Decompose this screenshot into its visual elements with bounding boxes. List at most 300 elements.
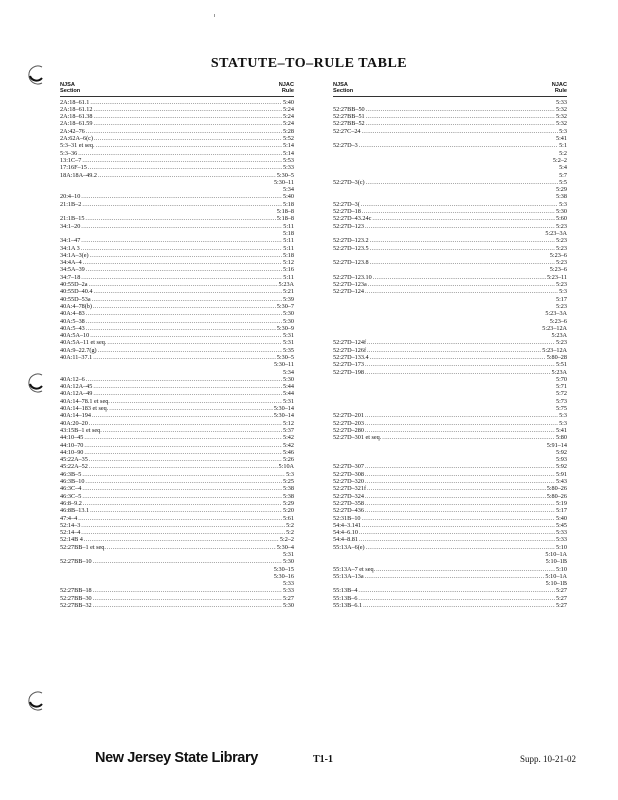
- statute-section: 52:27D–123.5: [333, 244, 369, 252]
- statute-section: 40A:12–6: [60, 375, 85, 383]
- right-column-header: [333, 82, 567, 97]
- table-row: [333, 223, 567, 230]
- rule-reference: 5:24: [282, 120, 294, 128]
- rule-reference: 5:80–26: [546, 485, 567, 493]
- leader-dots: [365, 361, 555, 368]
- table-row: [60, 515, 294, 522]
- rule-reference: 5:3: [286, 470, 294, 478]
- table-row: [333, 493, 567, 500]
- rule-reference: 5:35: [282, 346, 294, 354]
- statute-section: 40A:5A–10: [60, 332, 90, 340]
- rule-reference: 5:30: [282, 317, 294, 325]
- statute-section: 2A:42–76: [60, 127, 85, 135]
- rule-reference: 5:32: [555, 113, 567, 121]
- table-row: [333, 398, 567, 405]
- leader-dots: [372, 215, 555, 222]
- rule-reference: 5:33: [282, 587, 294, 595]
- table-row: [60, 442, 294, 449]
- rule-reference: 5:33: [282, 164, 294, 172]
- statute-section: 44:10–45: [60, 434, 84, 442]
- table-row: [60, 602, 294, 609]
- leader-dots: [98, 172, 276, 179]
- statute-section: 54:4–8.81: [333, 536, 358, 544]
- leader-dots: [82, 485, 282, 492]
- statute-section: 52:27D–198: [333, 368, 364, 376]
- leader-dots: [82, 157, 282, 164]
- statute-section: 2A:18–61.59: [60, 120, 93, 128]
- table-row: [333, 354, 567, 361]
- leader-dots: [92, 412, 273, 419]
- rule-reference: 5:23: [555, 281, 567, 289]
- statute-section: 55:13A–13a: [333, 572, 364, 580]
- rule-reference: 5:2–2: [552, 156, 567, 164]
- rule-reference: 5:23: [555, 339, 567, 347]
- table-row: [60, 420, 294, 427]
- table-row: [333, 186, 567, 193]
- table-row: [60, 186, 294, 193]
- table-row: [333, 507, 567, 514]
- leader-dots: [365, 288, 558, 295]
- leader-dots: [81, 193, 282, 200]
- table-row: [333, 442, 567, 449]
- rule-reference: 5:18: [282, 251, 294, 259]
- rule-reference: 5:60: [555, 215, 567, 223]
- table-row: [60, 150, 294, 157]
- leader-dots: [365, 223, 555, 230]
- leader-dots: [82, 493, 282, 500]
- rule-reference: 5:29: [555, 186, 567, 194]
- statute-section: 52:27BB–52: [333, 120, 365, 128]
- rule-header: [279, 82, 294, 95]
- leader-dots: [370, 237, 555, 244]
- table-row: [60, 383, 294, 390]
- leader-dots: [365, 507, 555, 514]
- statute-section: 52:27BB–32: [60, 602, 92, 610]
- rule-reference: 5:44: [282, 383, 294, 391]
- table-row: [333, 274, 567, 281]
- leader-dots: [362, 208, 555, 215]
- table-row: [333, 471, 567, 478]
- table-row: [333, 595, 567, 602]
- table-row: [60, 208, 294, 215]
- statute-section: 45:22A–35: [60, 456, 88, 464]
- rule-reference: 5:18–8: [276, 208, 294, 216]
- rule-reference: 5:75: [555, 405, 567, 413]
- page-title: STATUTE–TO–RULE TABLE: [210, 56, 408, 71]
- rule-reference: 5:19: [555, 499, 567, 507]
- table-row: [60, 266, 294, 273]
- table-row: [333, 551, 567, 558]
- table-row: [333, 449, 567, 456]
- table-row: [60, 99, 294, 106]
- leader-dots: [90, 99, 282, 106]
- table-row: [60, 456, 294, 463]
- statute-section: 5:3–31 et seq.: [60, 142, 95, 150]
- statute-section: 34:1–20: [60, 222, 81, 230]
- rule-reference: 5:29: [282, 499, 294, 507]
- punch-hole-bottom-icon: [26, 690, 48, 712]
- rule-reference: 5:33: [555, 536, 567, 544]
- section-header: [333, 82, 353, 95]
- rule-reference: 5:31: [282, 551, 294, 558]
- statute-section: 52:14B 4: [60, 536, 83, 544]
- leader-dots: [86, 310, 282, 317]
- rule-reference: 5:34: [282, 368, 294, 376]
- leader-dots: [93, 120, 282, 127]
- rule-reference: 5:27: [555, 602, 567, 610]
- leader-dots: [366, 544, 555, 551]
- statute-section: 34:4A–4: [60, 259, 82, 267]
- table-row: [333, 281, 567, 288]
- statute-section: 52:27D–123a: [333, 281, 367, 289]
- leader-dots: [89, 281, 278, 288]
- table-row: [333, 522, 567, 529]
- leader-dots: [94, 135, 282, 142]
- rule-reference: 5:2–2: [279, 536, 294, 544]
- rule-reference: 5:23A: [278, 281, 294, 289]
- leader-dots: [90, 507, 282, 514]
- leader-dots: [89, 420, 282, 427]
- table-row: [333, 106, 567, 113]
- rule-reference: 5:30: [282, 310, 294, 318]
- statute-section: 52:27D–358: [333, 499, 364, 507]
- statute-section: 52:27D–3(c): [333, 178, 365, 186]
- rule-reference: 5:43: [555, 478, 567, 486]
- table-row: [60, 449, 294, 456]
- rule-reference: 5:80–28: [546, 353, 567, 361]
- leader-dots: [358, 587, 555, 594]
- leader-dots: [365, 427, 555, 434]
- rule-reference: 5:80: [555, 434, 567, 442]
- leader-dots: [362, 522, 555, 529]
- scan-mark: [214, 14, 215, 17]
- statute-section: 55:13A–6(e): [333, 543, 365, 551]
- statute-section: 40:55D–40.4: [60, 288, 93, 296]
- rule-reference: 5:7: [559, 171, 567, 179]
- table-row: [60, 318, 294, 325]
- rule-reference: 5:30–15: [273, 565, 294, 573]
- rule-reference: 5:33: [555, 529, 567, 537]
- leader-dots: [373, 274, 546, 281]
- table-row: [60, 347, 294, 354]
- statute-section: 52:27D–320: [333, 478, 364, 486]
- table-row: [60, 558, 294, 565]
- table-row: [60, 595, 294, 602]
- leader-dots: [90, 332, 282, 339]
- table-row: [333, 310, 567, 317]
- section-label: Section: [333, 88, 354, 95]
- table-row: [333, 237, 567, 244]
- table-row: [333, 318, 567, 325]
- table-row: [333, 120, 567, 127]
- statute-section: 52:27D–280: [333, 426, 364, 434]
- table-row: [60, 507, 294, 514]
- table-row: [60, 376, 294, 383]
- statute-section: 47:4–4: [60, 514, 78, 522]
- leader-dots: [93, 106, 282, 113]
- rule-label: Rule: [554, 88, 567, 95]
- table-row: [333, 150, 567, 157]
- table-row: [333, 245, 567, 252]
- statute-section: 40A:12A–49: [60, 390, 93, 398]
- table-row: [333, 303, 567, 310]
- njac-label: NJAC: [551, 82, 567, 88]
- rule-reference: 5:18: [282, 200, 294, 208]
- rule-reference: 5:52: [282, 135, 294, 143]
- rule-reference: 5:30–11: [273, 178, 294, 186]
- leader-dots: [93, 390, 282, 397]
- leader-dots: [85, 215, 275, 222]
- table-row: [60, 274, 294, 281]
- rule-reference: 5:30–4: [276, 543, 294, 551]
- rule-reference: 5:1: [559, 142, 567, 150]
- table-row: [333, 172, 567, 179]
- table-row: [333, 558, 567, 565]
- leader-dots: [370, 259, 555, 266]
- table-row: [333, 566, 567, 573]
- rule-reference: 5:71: [555, 383, 567, 391]
- leader-dots: [93, 602, 282, 609]
- table-row: [60, 113, 294, 120]
- rule-reference: 5:12: [282, 419, 294, 427]
- leader-dots: [367, 347, 541, 354]
- leader-dots: [96, 142, 282, 149]
- rule-reference: 5:17: [555, 295, 567, 303]
- leader-dots: [359, 536, 555, 543]
- rule-reference: 5:40: [282, 98, 294, 106]
- rule-reference: 5:53: [282, 156, 294, 164]
- rule-reference: 5:23–3A: [545, 310, 567, 318]
- leader-dots: [366, 106, 555, 113]
- statute-section: 2A:18–61.12: [60, 105, 93, 113]
- leader-dots: [84, 434, 282, 441]
- right-rows: [333, 99, 567, 610]
- leader-dots: [82, 201, 282, 208]
- leader-dots: [361, 201, 558, 208]
- rule-reference: 5:23: [555, 244, 567, 252]
- statute-section: 44:10–90: [60, 448, 84, 456]
- statute-section: 52:27D–123.2: [333, 237, 369, 245]
- leader-dots: [81, 529, 285, 536]
- table-row: [333, 376, 567, 383]
- rule-header: [552, 82, 567, 95]
- statute-section: 40A:5A–11 et seq.: [60, 339, 107, 347]
- rule-reference: 5:5: [559, 178, 567, 186]
- rule-reference: 5:27: [555, 594, 567, 602]
- leader-dots: [81, 274, 282, 281]
- rule-reference: 5:40: [555, 514, 567, 522]
- statute-section: 52:27D–124f: [333, 339, 366, 347]
- section-header: [60, 82, 80, 95]
- leader-dots: [93, 587, 282, 594]
- table-row: [333, 128, 567, 135]
- leader-dots: [382, 434, 555, 441]
- table-row: [333, 113, 567, 120]
- statute-section: 34:5A–39: [60, 266, 85, 274]
- statute-section: 46:3B–5: [60, 470, 82, 478]
- statute-section: 46:8B–13.1: [60, 507, 90, 515]
- leader-dots: [83, 259, 282, 266]
- statute-section: 5:3–36: [60, 149, 78, 157]
- statute-section: 34:1A–3(e): [60, 251, 89, 259]
- leader-dots: [363, 602, 555, 609]
- statute-section: 52:27D–321f: [333, 485, 366, 493]
- rule-reference: 5:30–7: [276, 302, 294, 310]
- statute-section: 46:3C–5: [60, 492, 82, 500]
- rule-reference: 5:30–5: [276, 353, 294, 361]
- rule-reference: 5:46: [282, 448, 294, 456]
- leader-dots: [109, 405, 272, 412]
- leader-dots: [90, 252, 282, 259]
- punch-hole-middle-icon: [26, 372, 48, 394]
- statute-section: 21:1B–2: [60, 200, 82, 208]
- rule-reference: 5:16: [282, 266, 294, 274]
- leader-dots: [365, 573, 545, 580]
- table-row: [60, 434, 294, 441]
- rule-reference: 5:2: [286, 529, 294, 537]
- rule-reference: 5:2: [286, 521, 294, 529]
- rule-reference: 5:23–6: [549, 266, 567, 274]
- statute-section: 52:27D–123.10: [333, 273, 372, 281]
- rule-label: Rule: [281, 88, 294, 95]
- table-row: [60, 193, 294, 200]
- leader-dots: [85, 478, 282, 485]
- leader-dots: [86, 376, 282, 383]
- leader-dots: [107, 544, 276, 551]
- rule-reference: 5:11: [283, 222, 294, 230]
- leader-dots: [88, 164, 282, 171]
- rule-reference: 5:23: [555, 302, 567, 310]
- rule-reference: 5:91: [555, 470, 567, 478]
- statute-section: 34:1A 3: [60, 244, 80, 252]
- leader-dots: [93, 558, 282, 565]
- table-row: [60, 587, 294, 594]
- statute-section: 40A:5–38: [60, 317, 85, 325]
- table-row: [60, 412, 294, 419]
- table-row: [333, 208, 567, 215]
- statute-section: 20:4–10: [60, 193, 81, 201]
- table-row: [60, 106, 294, 113]
- rule-reference: 5:24: [282, 105, 294, 113]
- statute-section: 2A:18–61.38: [60, 113, 93, 121]
- statute-section: 52:27D–43.24c: [333, 215, 372, 223]
- table-row: [333, 99, 567, 106]
- rule-reference: 5:30–9: [276, 324, 294, 332]
- statute-section: 55:13B–4: [333, 587, 358, 595]
- rule-reference: 5:30–5: [276, 171, 294, 179]
- rule-reference: 5:23–11: [546, 273, 567, 281]
- rule-reference: 5:12: [282, 259, 294, 267]
- table-row: [333, 478, 567, 485]
- njac-label: NJAC: [278, 82, 294, 88]
- rule-reference: 5:38: [282, 485, 294, 493]
- rule-reference: 5:23A: [551, 332, 567, 340]
- statute-section: 52:27D–436: [333, 507, 364, 515]
- table-row: [60, 223, 294, 230]
- rule-reference: 5:14: [282, 142, 294, 150]
- table-row: [60, 245, 294, 252]
- rule-reference: 5:3: [559, 288, 567, 296]
- rule-reference: 5:41: [555, 426, 567, 434]
- leader-dots: [111, 398, 282, 405]
- table-row: [60, 128, 294, 135]
- leader-dots: [81, 245, 282, 252]
- table-row: [60, 573, 294, 580]
- statute-section: 52:27D–3: [333, 142, 358, 150]
- table-row: [333, 135, 567, 142]
- rule-reference: 5:93: [555, 456, 567, 464]
- rule-reference: 5:72: [555, 390, 567, 398]
- statute-section: 52:27D–123.8: [333, 259, 369, 267]
- rule-reference: 5:39: [282, 295, 294, 303]
- table-row: [60, 135, 294, 142]
- statute-section: 52:27D–126f: [333, 346, 366, 354]
- table-row: [60, 281, 294, 288]
- statute-section: 17:16F–15: [60, 164, 87, 172]
- table-row: [333, 412, 567, 419]
- table-row: [333, 339, 567, 346]
- rule-reference: 5:10: [555, 543, 567, 551]
- table-row: [60, 478, 294, 485]
- statute-section: 2A:62A–6(c): [60, 135, 93, 143]
- table-row: [60, 142, 294, 149]
- table-row: [60, 493, 294, 500]
- table-row: [333, 259, 567, 266]
- table-row: [333, 215, 567, 222]
- rule-reference: 5:28: [282, 127, 294, 135]
- table-row: [333, 266, 567, 273]
- table-row: [60, 157, 294, 164]
- statute-section: 52:27D–123: [333, 222, 364, 230]
- statute-section: 55:13B–6: [333, 594, 358, 602]
- table-row: [60, 120, 294, 127]
- leader-dots: [359, 529, 555, 536]
- rule-reference: 5:61: [282, 514, 294, 522]
- statute-section: 13:1C–7: [60, 156, 82, 164]
- library-name: New Jersey State Library: [95, 750, 258, 766]
- statute-section: 52:14–3: [60, 521, 81, 529]
- statute-section: 40A:12A–45: [60, 383, 93, 391]
- statute-section: 52:27D–203: [333, 419, 364, 427]
- rule-reference: 5:17: [555, 507, 567, 515]
- table-row: [333, 580, 567, 587]
- statute-section: 40A:14–183 et seq.: [60, 405, 109, 413]
- statute-section: 52:27BB–18: [60, 587, 92, 595]
- leader-dots: [89, 463, 278, 470]
- table-row: [333, 201, 567, 208]
- leader-dots: [365, 412, 558, 419]
- table-row: [60, 296, 294, 303]
- statute-section: 52:27BB–50: [333, 105, 365, 113]
- table-row: [60, 485, 294, 492]
- leader-dots: [93, 595, 282, 602]
- rule-reference: 5:92: [555, 463, 567, 471]
- rule-reference: 5:10: [555, 565, 567, 573]
- leader-dots: [92, 296, 282, 303]
- statute-section: 40A:14–78.1 et seq.: [60, 397, 110, 405]
- leader-dots: [84, 449, 282, 456]
- statute-section: 44:10–70: [60, 441, 84, 449]
- table-row: [333, 529, 567, 536]
- table-row: [333, 361, 567, 368]
- rule-reference: 5:10–1B: [545, 558, 567, 566]
- statute-section: 52:27D–3(: [333, 200, 360, 208]
- table-row: [333, 485, 567, 492]
- rule-reference: 5:18–8: [276, 215, 294, 223]
- table-row: [333, 587, 567, 594]
- leader-dots: [367, 339, 555, 346]
- left-column: [60, 82, 294, 609]
